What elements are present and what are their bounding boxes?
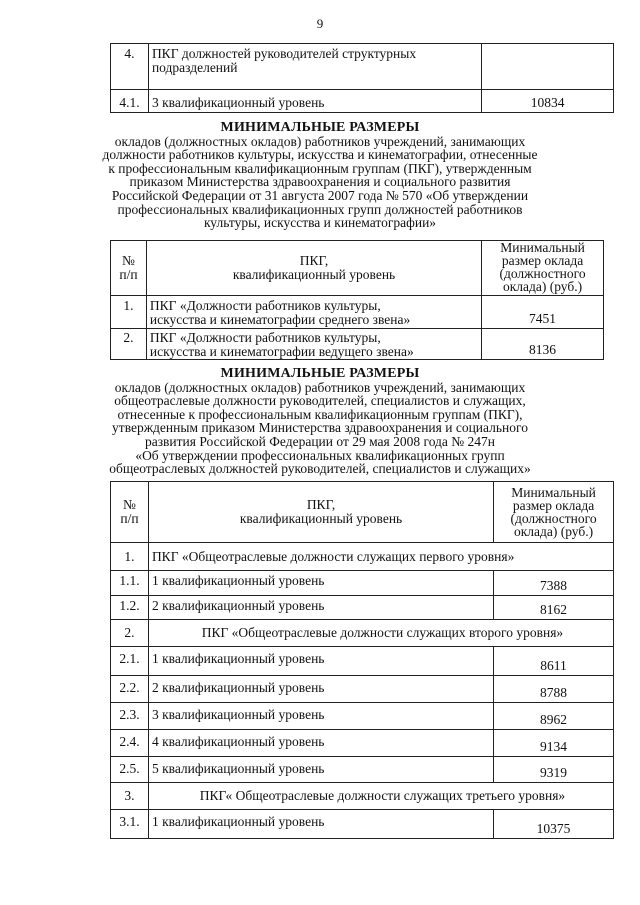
page-number: 9 bbox=[316, 16, 324, 31]
heading-line: общеотраслевые должности руководителей, специалистов и служащих, bbox=[114, 393, 526, 409]
row-number: 4.1. bbox=[111, 90, 149, 113]
row-name: 1 квалификационный уровень bbox=[148, 571, 493, 596]
row-value: 8611 bbox=[494, 647, 614, 676]
row-number: 2. bbox=[111, 620, 149, 647]
table-row bbox=[111, 90, 614, 113]
row-name: 3 квалификационный уровень bbox=[148, 90, 481, 113]
heading-line: утвержденным приказом Министерства здравоохранения и социального bbox=[112, 420, 528, 436]
row-number: 2.3. bbox=[111, 703, 149, 730]
row-number: 2. bbox=[111, 329, 147, 360]
row-name: 4 квалификационный уровень bbox=[148, 730, 493, 757]
row-number: 2.1. bbox=[111, 647, 149, 676]
table-row bbox=[111, 703, 614, 730]
group-name: ПКГ «Общеотраслевые должности служащих второго уровня» bbox=[148, 620, 613, 647]
table-header-row bbox=[111, 482, 614, 543]
row-value bbox=[482, 44, 614, 90]
row-number: 3.1. bbox=[111, 810, 149, 839]
row-name: 3 квалификационный уровень bbox=[148, 703, 493, 730]
row-name: ПКГ «Должности работников культуры, искусства и кинематографии среднего звена» bbox=[146, 296, 481, 329]
row-number: 2.2. bbox=[111, 676, 149, 703]
table-header-row bbox=[111, 241, 604, 296]
section-title: МИНИМАЛЬНЫЕ РАЗМЕРЫ bbox=[220, 120, 420, 135]
row-number: 2.4. bbox=[111, 730, 149, 757]
row-value: 8962 bbox=[494, 703, 614, 730]
table-row bbox=[111, 757, 614, 783]
row-value: 10375 bbox=[494, 810, 614, 839]
table-row bbox=[111, 810, 614, 839]
row-value: 9134 bbox=[494, 730, 614, 757]
table-row bbox=[111, 296, 604, 329]
group-row bbox=[111, 783, 614, 810]
heading-line: профессиональных квалификационных групп должностей работников bbox=[117, 201, 523, 217]
row-value: 9319 bbox=[494, 757, 614, 783]
group-name: ПКГ« Общеотраслевые должности служащих третьего уровня» bbox=[148, 783, 613, 810]
row-value: 7388 bbox=[494, 571, 614, 596]
table-row bbox=[111, 647, 614, 676]
row-number: 2.5. bbox=[111, 757, 149, 783]
section1-heading bbox=[100, 121, 540, 230]
header-value: Минимальный размер оклада (должностного оклада) (руб.) bbox=[494, 482, 614, 543]
heading-line: Российской Федерации от 31 августа 2007 года № 570 «Об утверждении bbox=[111, 187, 529, 203]
row-value: 10834 bbox=[482, 90, 614, 113]
table-row bbox=[111, 676, 614, 703]
section2-heading bbox=[100, 367, 540, 476]
row-name: ПКГ должностей руководителей структурных подразделений bbox=[148, 44, 481, 90]
header-name: ПКГ, квалификационный уровень bbox=[148, 482, 493, 543]
heading-line: культуры, искусства и кинематографии» bbox=[203, 215, 437, 231]
heading-line: приказом Министерства здравоохранения и социального развития bbox=[129, 174, 511, 190]
row-name: 5 квалификационный уровень bbox=[148, 757, 493, 783]
table-row bbox=[111, 730, 614, 757]
table-row bbox=[111, 44, 614, 90]
heading-line: должности работников культуры, искусства и кинематографии, отнесенные bbox=[102, 147, 538, 163]
header-number: № п/п bbox=[111, 482, 149, 543]
heading-line: общеотраслевых должностей руководителей, специалистов и служащих» bbox=[109, 461, 531, 477]
row-number: 4. bbox=[111, 44, 149, 90]
row-value: 8162 bbox=[494, 596, 614, 620]
header-number: № п/п bbox=[111, 241, 147, 296]
group-row bbox=[111, 543, 614, 571]
row-name: 2 квалификационный уровень bbox=[148, 596, 493, 620]
heading-line: отнесенные к профессиональным квалификационным группам (ПКГ), bbox=[117, 406, 523, 422]
group-row bbox=[111, 620, 614, 647]
section2-table bbox=[110, 481, 614, 839]
header-name: ПКГ, квалификационный уровень bbox=[146, 241, 481, 296]
row-number: 1. bbox=[111, 296, 147, 329]
heading-line: «Об утверждении профессиональных квалификационных групп bbox=[135, 447, 505, 463]
row-name: 2 квалификационный уровень bbox=[148, 676, 493, 703]
table-row bbox=[111, 596, 614, 620]
row-number: 1. bbox=[111, 543, 149, 571]
section1-table bbox=[110, 240, 604, 360]
header-value: Минимальный размер оклада (должностного оклада) (руб.) bbox=[482, 241, 604, 296]
row-value: 7451 bbox=[482, 296, 604, 329]
row-name: 1 квалификационный уровень bbox=[148, 810, 493, 839]
heading-line: к профессиональным квалификационным группам (ПКГ), утвержденным bbox=[108, 160, 532, 176]
heading-line: окладов (должностных окладов) работников учреждений, занимающих bbox=[114, 379, 526, 395]
group-name: ПКГ «Общеотраслевые должности служащих первого уровня» bbox=[148, 543, 613, 571]
row-number: 1.2. bbox=[111, 596, 149, 620]
row-name: 1 квалификационный уровень bbox=[148, 647, 493, 676]
row-number: 1.1. bbox=[111, 571, 149, 596]
row-value: 8788 bbox=[494, 676, 614, 703]
top-table bbox=[110, 43, 614, 113]
row-number: 3. bbox=[111, 783, 149, 810]
section-title: МИНИМАЛЬНЫЕ РАЗМЕРЫ bbox=[220, 366, 420, 381]
heading-line: развития Российской Федерации от 29 мая 2008 года № 247н bbox=[144, 433, 496, 449]
row-name: ПКГ «Должности работников культуры, искусства и кинематографии ведущего звена» bbox=[146, 329, 481, 360]
row-value: 8136 bbox=[482, 329, 604, 360]
table-row bbox=[111, 329, 604, 360]
table-row bbox=[111, 571, 614, 596]
heading-line: окладов (должностных окладов) работников учреждений, занимающих bbox=[114, 133, 526, 149]
